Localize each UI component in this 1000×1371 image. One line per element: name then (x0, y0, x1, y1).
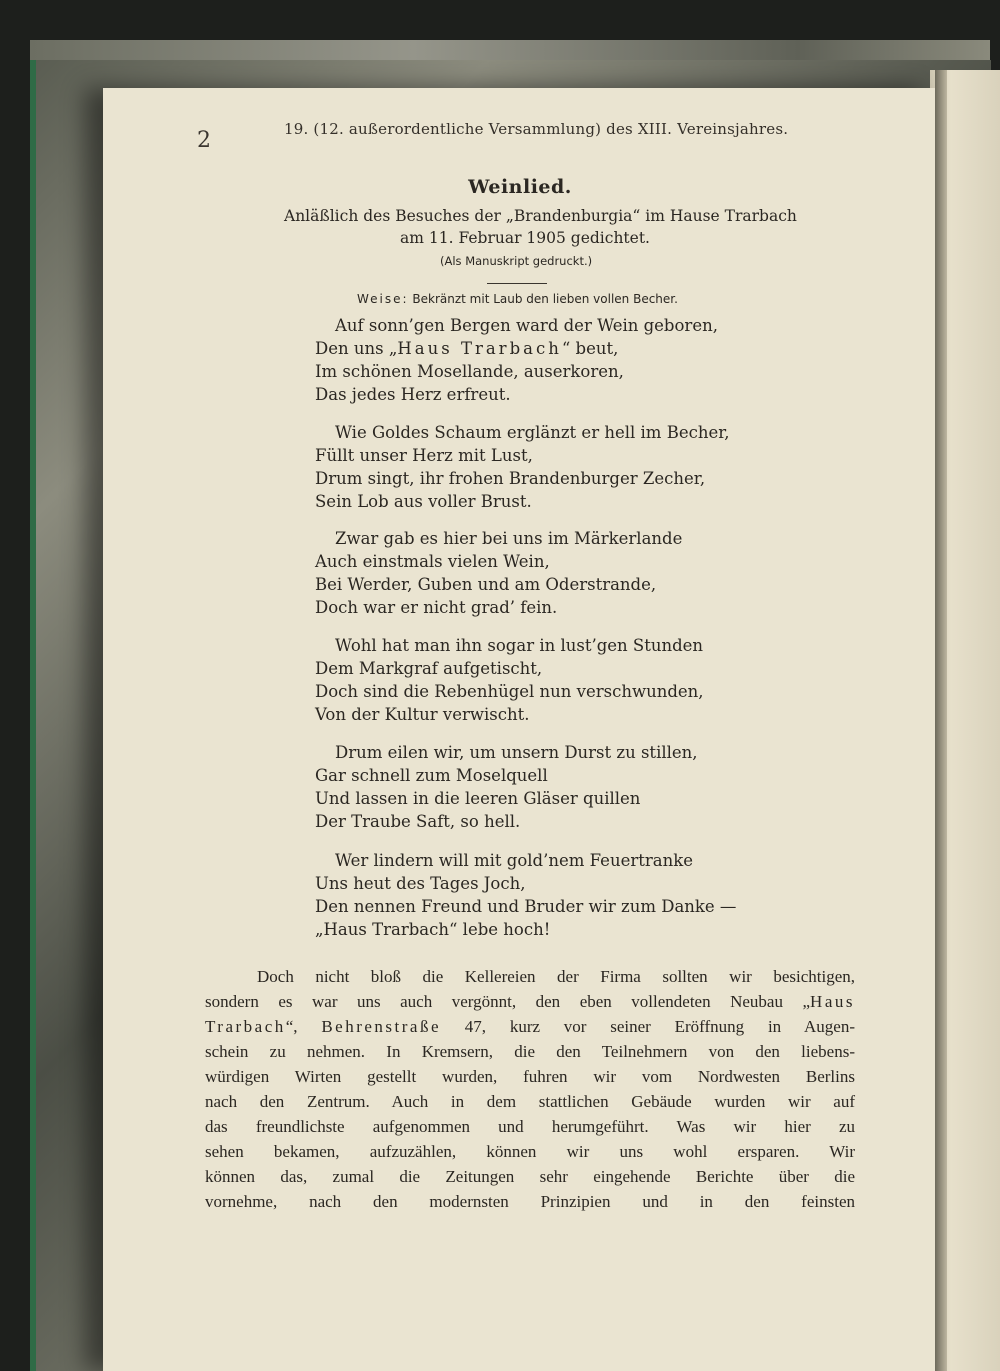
manuscript-note: (Als Manuskript gedruckt.) (440, 254, 593, 268)
stanza-6 (315, 849, 736, 941)
verse-line: Doch sind die Rebenhügel nun verschwunden, (315, 682, 704, 701)
verse-line: Auf sonn’gen Bergen ward der Wein geboren, (335, 316, 718, 335)
text-fragment: sondern es war uns auch vergönnt, den eben vollendeten Neubau „ (205, 992, 811, 1011)
paragraph-line (205, 989, 855, 1014)
verse-line: Füllt unser Herz mit Lust, (315, 446, 533, 465)
gutter-shadow (935, 70, 947, 1371)
verse-line: Sein Lob aus voller Brust. (315, 492, 532, 511)
page-number: 2 (197, 128, 211, 153)
paragraph-line: nach den Zentrum. Auch in dem stattlichen Gebäude wurden wir auf (205, 1092, 855, 1111)
verse-line: Von der Kultur verwischt. (315, 705, 530, 724)
verse-line: Wer lindern will mit gold’nem Feuertranke (335, 851, 693, 870)
verse-line: Im schönen Mosellande, auserkoren, (315, 362, 624, 381)
poem-title: Weinlied. (468, 176, 572, 198)
melody-text: Bekränzt mit Laub den lieben vollen Becher. (412, 292, 678, 306)
paragraph-line: sehen bekamen, aufzuzählen, können wir uns wohl ersparen. Wir (205, 1142, 855, 1161)
running-header: 19. (12. außerordentliche Versammlung) des XIII. Vereinsjahres. (284, 120, 789, 138)
stanza-5 (315, 741, 698, 833)
verse-line: Wohl hat man ihn sogar in lust’gen Stunden (335, 636, 704, 655)
verse-line: Und lassen in die leeren Gläser quillen (315, 789, 641, 808)
paragraph-line: das freundlichste aufgenommen und herumgeführt. Was wir hier zu (205, 1117, 855, 1136)
verse-line: „Haus Trarbach“ lebe hoch! (315, 920, 551, 939)
spaced-name: Haus (810, 992, 855, 1011)
stanza-3 (315, 527, 682, 619)
melody-line (357, 292, 678, 306)
melody-label: Weise: (357, 292, 409, 306)
body-paragraph (205, 964, 855, 1214)
verse-line: Wie Goldes Schaum erglänzt er hell im Becher, (335, 423, 730, 442)
verse-line: Drum singt, ihr frohen Brandenburger Zecher, (315, 469, 706, 488)
paragraph-line: schein zu nehmen. In Kremsern, die den Teilnehmern von den liebens- (205, 1042, 855, 1061)
verse-line: Den nennen Freund und Bruder wir zum Danke — (315, 897, 737, 916)
verse-line: Doch war er nicht grad’ fein. (315, 598, 558, 617)
poem-subtitle-line-2: am 11. Februar 1905 gedichtet. (400, 229, 650, 247)
verse-line: Auch einstmals vielen Wein, (315, 552, 550, 571)
verse-line: Der Traube Saft, so hell. (315, 812, 521, 831)
verse-line (315, 337, 718, 360)
poem-subtitle-line-1: Anläßlich des Besuches der „Brandenburgia“ im Hause Trarbach (284, 207, 797, 225)
spaced-name: Trarbach (205, 1017, 286, 1036)
spaced-name: Haus Trarbach (397, 339, 562, 358)
verse-line: Das jedes Herz erfreut. (315, 385, 511, 404)
verse-fragment: “ beut, (561, 339, 619, 358)
paragraph-line: können das, zumal die Zeitungen sehr eingehende Berichte über die (205, 1167, 855, 1186)
divider-rule (487, 283, 547, 284)
verse-fragment: Den uns „ (315, 339, 398, 358)
paragraph-line: würdigen Wirten gestellt wurden, fuhren wir vom Nordwesten Berlins (205, 1067, 855, 1086)
spaced-street: Behrenstraße (321, 1017, 442, 1036)
paragraph-line (205, 1014, 855, 1039)
verse-line: Bei Werder, Guben und am Oderstrande, (315, 575, 657, 594)
stanza-4 (315, 634, 704, 726)
verse-line: Gar schnell zum Moselquell (315, 766, 548, 785)
stanza-1 (315, 314, 718, 406)
verse-line: Zwar gab es hier bei uns im Märkerlande (335, 529, 683, 548)
paragraph-line: Doch nicht bloß die Kellereien der Firma sollten wir besichtigen, (257, 967, 855, 986)
paragraph-line: vornehme, nach den modernsten Prinzipien und in den feinsten (205, 1192, 855, 1211)
verse-line: Dem Markgraf aufgetischt, (315, 659, 543, 678)
verse-line: Drum eilen wir, um unsern Durst zu stillen, (335, 743, 698, 762)
stanza-2 (315, 421, 730, 513)
verse-line: Uns heut des Tages Joch, (315, 874, 526, 893)
text-fragment: “, (285, 1017, 322, 1036)
text-fragment: 47, kurz vor seiner Eröffnung in Augen- (441, 1017, 855, 1036)
